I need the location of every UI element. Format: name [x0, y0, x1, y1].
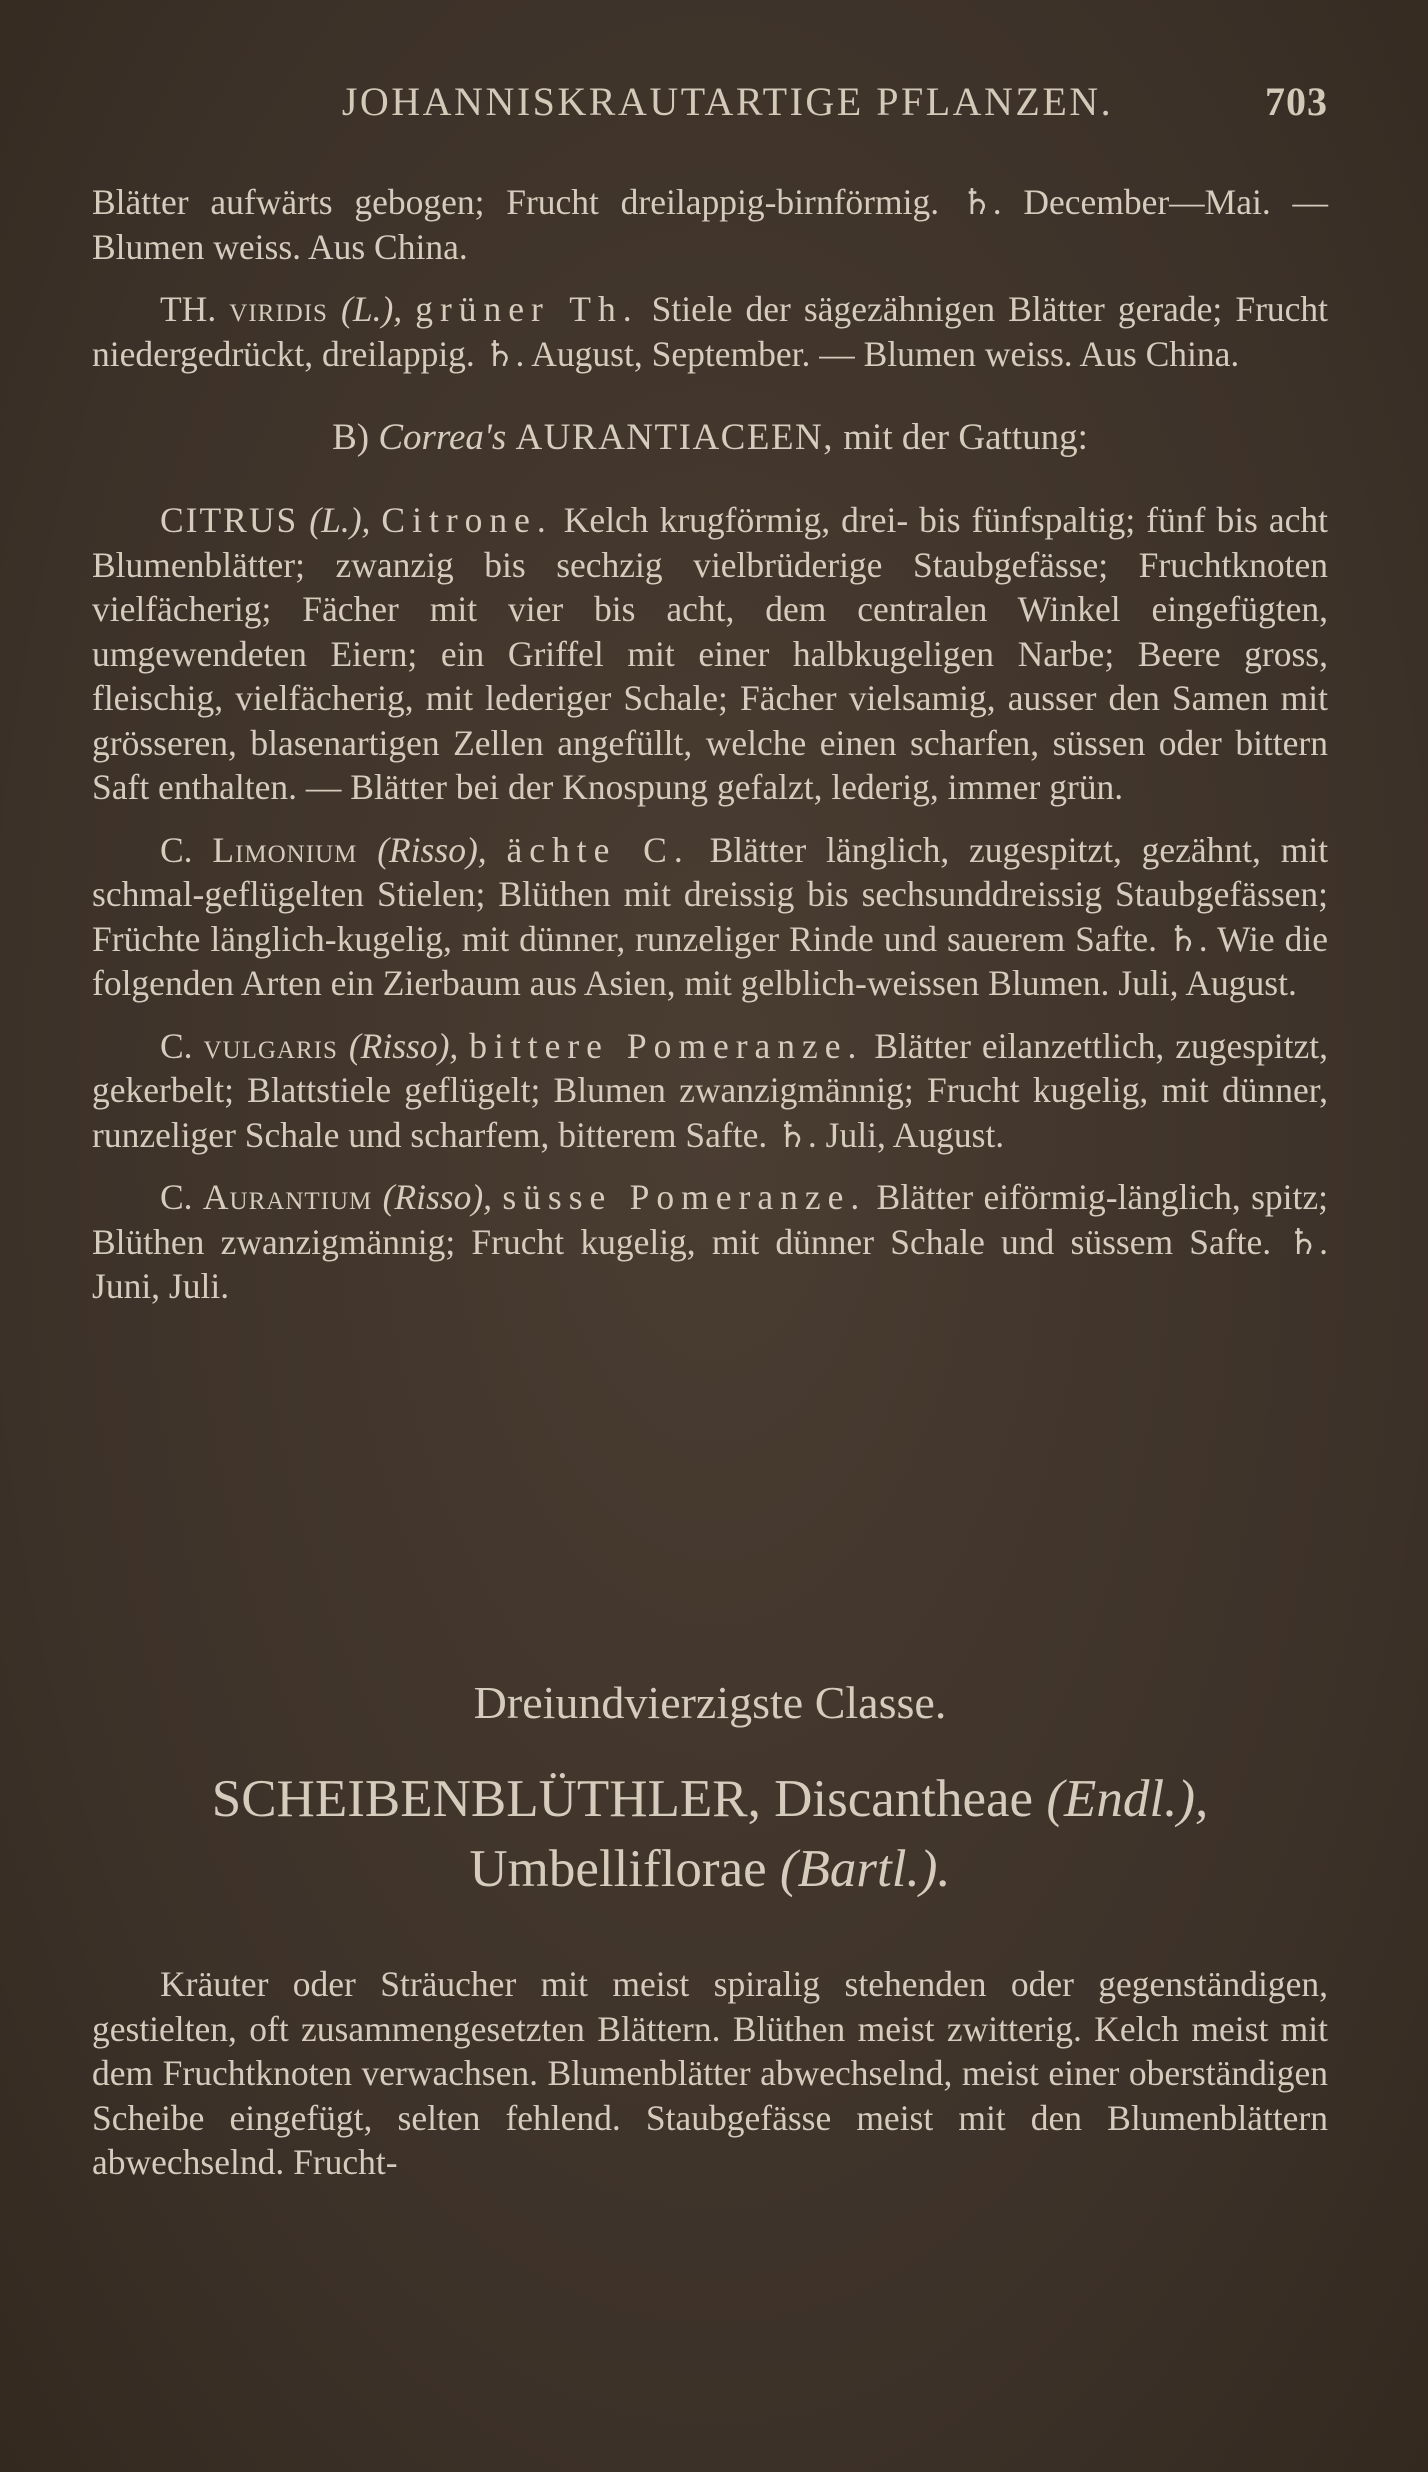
class-name-line — [92, 1764, 1328, 1834]
subsection-heading — [92, 416, 1328, 460]
author-citation: (L.), — [341, 289, 403, 329]
common-name: süsse Pomeranze. — [502, 1177, 867, 1217]
common-name: bittere Pomeranze. — [469, 1025, 864, 1066]
class-name-line-2 — [92, 1834, 1328, 1904]
author-citation: (Risso), — [348, 1025, 459, 1066]
species-name: viridis — [229, 289, 328, 329]
species-name: Limonium — [212, 829, 358, 870]
genus-abbr: C. — [160, 1177, 193, 1217]
common-name: Citrone. — [381, 500, 553, 540]
author-citation: (L.), — [309, 500, 371, 540]
paragraph-continuation: Blätter aufwärts gebogen; Frucht dreilappig-birnförmig. ♄. December—Mai. — Blumen weiss. Aus China. — [92, 182, 1328, 267]
paragraph-th-viridis — [92, 287, 1328, 376]
paragraph-c-limonium — [92, 828, 1328, 1006]
class-author: (Endl.), — [1046, 1770, 1209, 1828]
class-name-caps: SCHEIBENBLÜTHLER, — [211, 1770, 761, 1828]
common-name: grüner Th. — [415, 289, 639, 329]
subsection-family: AURANTIACEEN, — [515, 417, 835, 458]
upper-text-block — [92, 180, 1328, 1309]
subsection-rest: mit der Gattung: — [843, 417, 1088, 458]
common-name: ächte C. — [506, 829, 690, 870]
class-name-alt: Umbelliflorae — [469, 1840, 767, 1898]
description: Blätter länglich, zugespitzt, gezähnt, mit schmal-geflügelten Stielen; Blüthen mit dreissig bis sechsunddreissig Staubgefässen; Früchte länglich-kugelig, mit dünner, runzeliger Rinde und sauerem Safte. ♄. Wie die folgenden Arten ein Zierbaum aus Asien, mit gelblich-weissen Blumen. Juli, August. — [92, 829, 1329, 1003]
description: Stiele der sägezähnigen Blätter gerade; Frucht niedergedrückt, dreilappig. ♄. August, September. — Blumen weiss. Aus China. — [92, 289, 1329, 374]
species-name: vulgaris — [203, 1025, 338, 1066]
subsection-author: Correa's — [378, 417, 507, 458]
running-header — [90, 78, 1328, 125]
paragraph-c-aurantium — [92, 1175, 1328, 1309]
description: Blätter eilanzettlich, zugespitzt, gekerbelt; Blattstiele geflügelt; Blumen zwanzigmännig; Frucht kugelig, mit dünner, runzeliger Schale und scharfem, bitterem Safte. ♄. Juli, August. — [92, 1025, 1328, 1155]
paragraph-citrus — [92, 498, 1328, 810]
genus-abbr: TH. — [160, 289, 217, 329]
author-citation: (Risso), — [377, 829, 487, 870]
class-author-2: (Bartl.). — [779, 1840, 951, 1898]
author-citation: (Risso), — [382, 1177, 493, 1217]
subsection-label: B) — [332, 417, 370, 458]
description: Kelch krugförmig, drei- bis fünfspaltig; fünf bis acht Blumenblätter; zwanzig bis sechzig vielbrüderige Staubgefässe; Fruchtknoten vielfächerig; Fächer mit vier bis acht, dem centralen Winkel eingefügten, umgewendeten Eiern; ein Griffel mit einer halbkugeligen Narbe; Beere gross, fleischig, vielfächerig, mit lederiger Schale; Fächer vielsamig, ausser den Samen mit grösseren, blasenartigen Zellen angefüllt, welche einen scharfen, süssen oder bittern Saft enthalten. — Blätter bei der Knospung gefalzt, lederig, immer grün. — [92, 500, 1329, 807]
class-description: Kräuter oder Sträucher mit meist spiralig stehenden oder gegenständigen, gestielten, oft zusammengesetzten Blättern. Blüthen meist zwitterig. Kelch meist mit dem Fruchtknoten verwachsen. Blumenblätter abwechselnd, meist einer oberständigen Scheibe eingefügt, selten fehlend. Staubgefässe meist mit den Blumenblättern abwechselnd. Frucht- — [92, 1964, 1328, 2182]
running-title: JOHANNISKRAUTARTIGE PFLANZEN. — [341, 79, 1114, 124]
class-name-latin: Discantheae — [774, 1770, 1034, 1828]
class-title: Dreiundvierzigste Classe. — [473, 1677, 947, 1728]
page-number: 703 — [1265, 79, 1328, 124]
genus-name: CITRUS — [160, 500, 299, 540]
class-section — [92, 1676, 1328, 2185]
genus-abbr: C. — [160, 829, 193, 870]
paragraph-c-vulgaris — [92, 1024, 1328, 1158]
species-name: Aurantium — [202, 1177, 373, 1217]
description: Blätter eiförmig-länglich, spitz; Blüthen zwanzigmännig; Frucht kugelig, mit dünner Schale und süssem Safte. ♄. Juni, Juli. — [92, 1177, 1328, 1306]
genus-abbr: C. — [160, 1025, 193, 1066]
